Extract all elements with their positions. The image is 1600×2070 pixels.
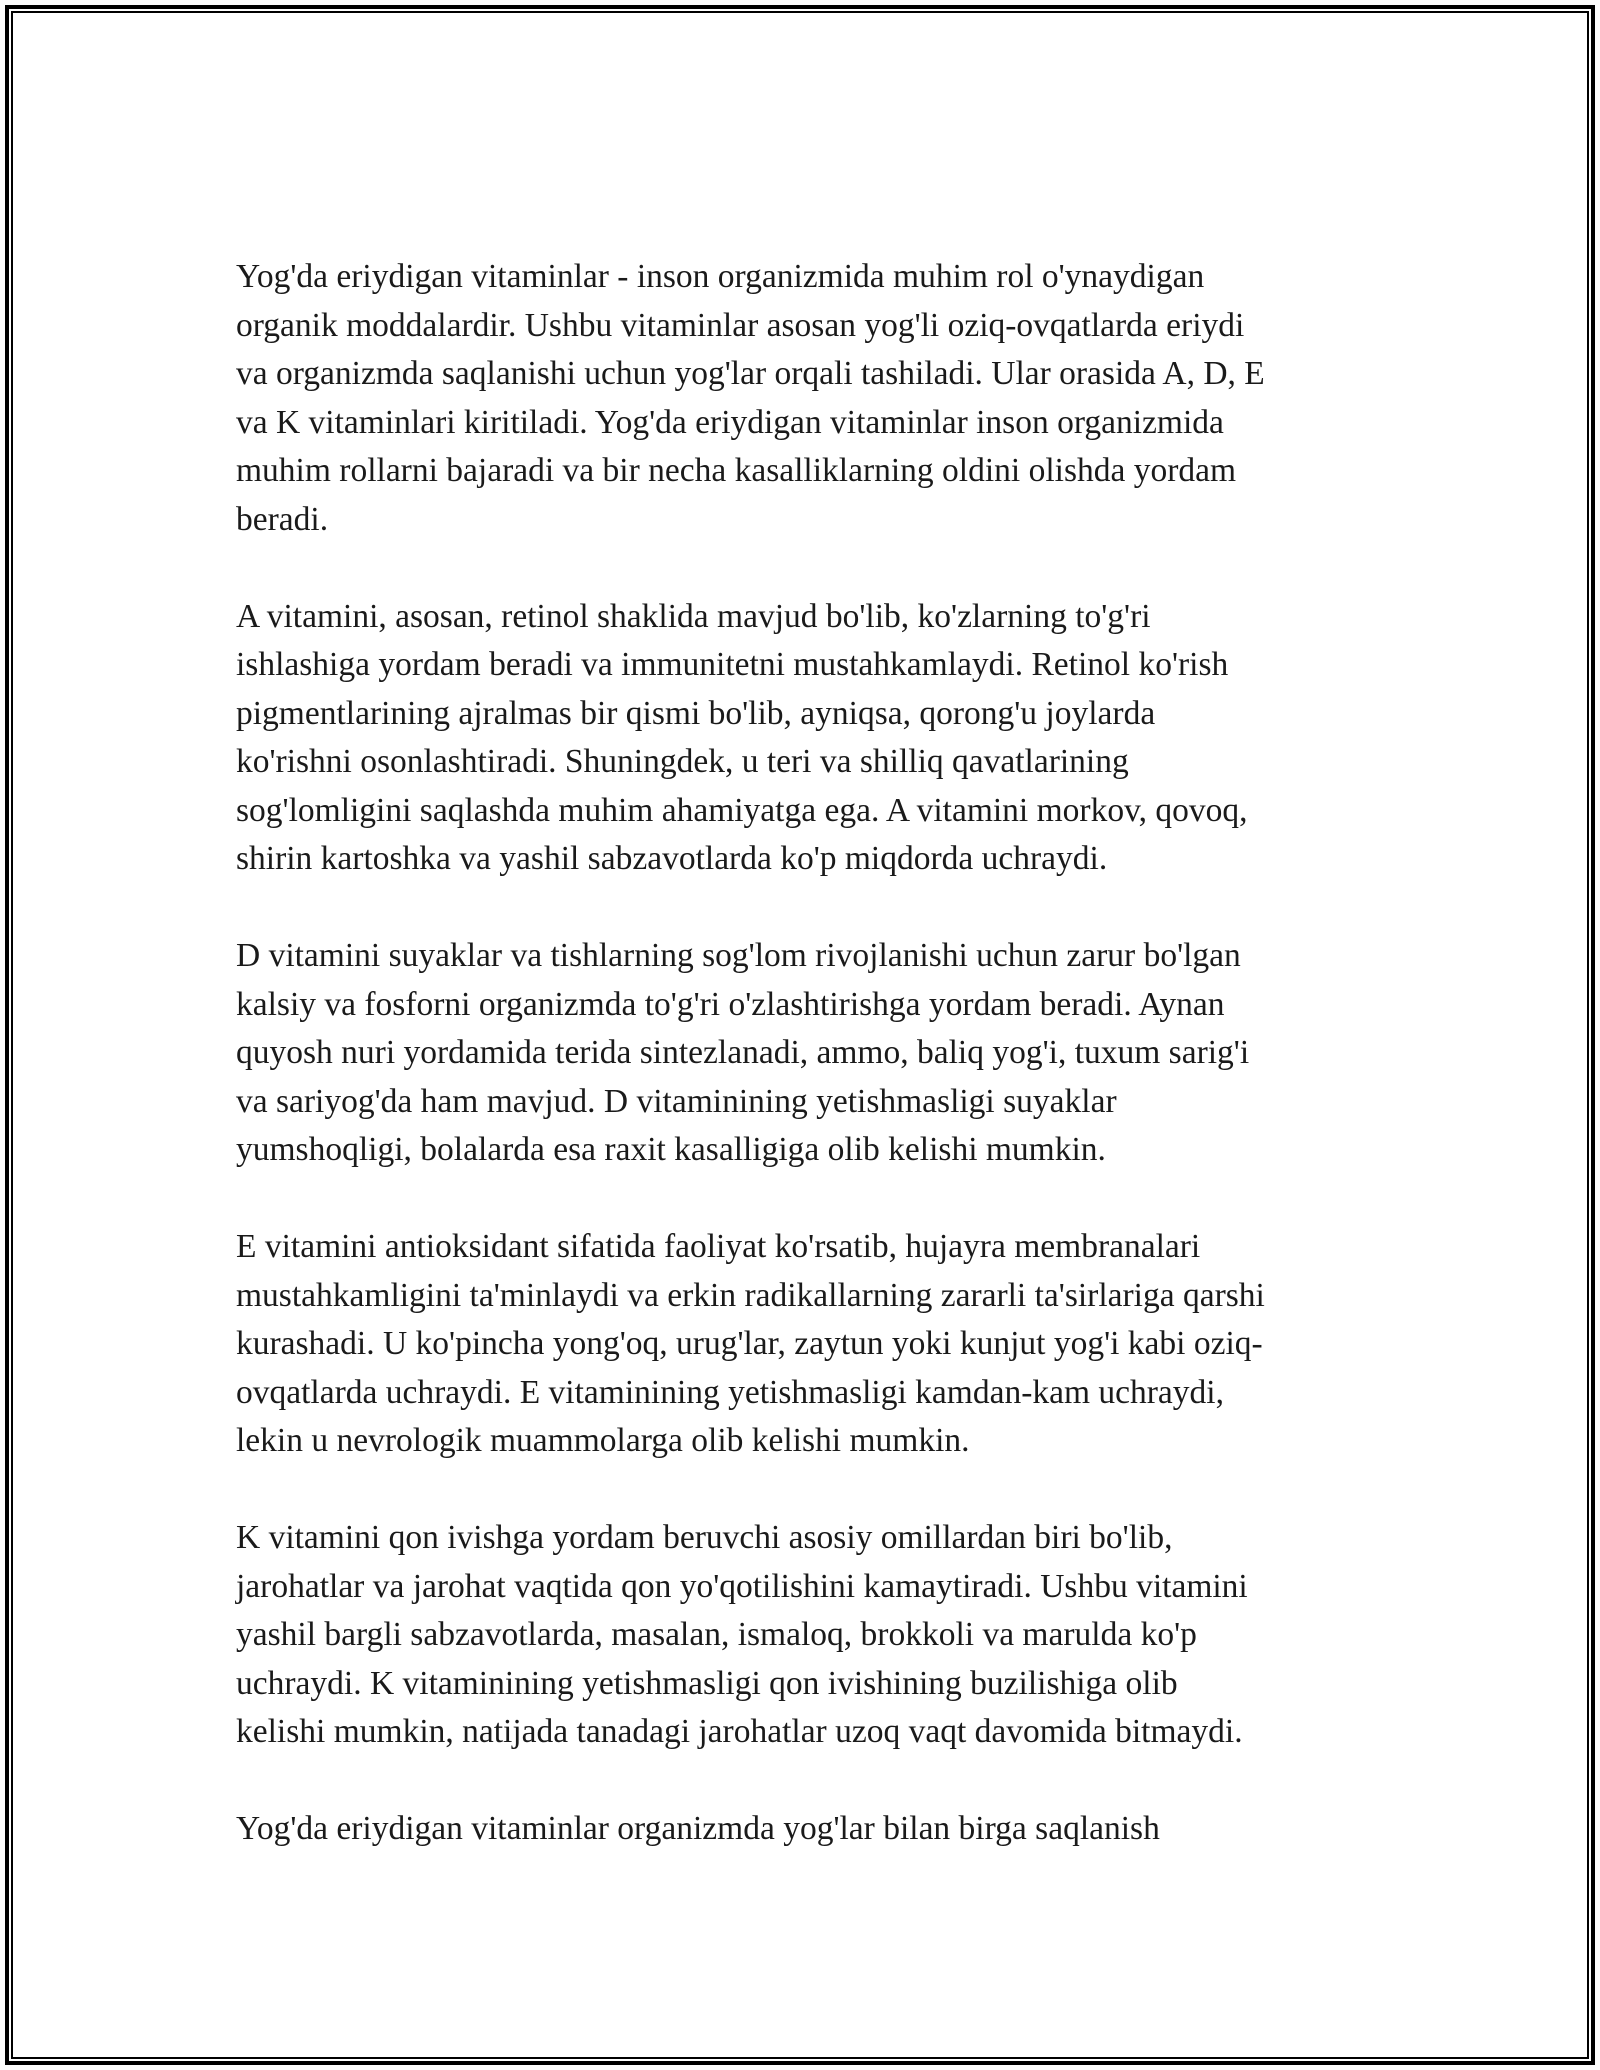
text-line: lekin u nevrologik muammolarga olib kelishi mumkin.: [236, 1422, 970, 1459]
text-line: mustahkamligini ta'minlaydi va erkin radikallarning zararli ta'sirlariga qarshi: [236, 1276, 1265, 1314]
paragraph-intro: [236, 253, 1376, 544]
text-line: yashil bargli sabzavotlarda, masalan, ismaloq, brokkoli va marulda ko'p: [236, 1616, 1197, 1653]
text-line: pigmentlarining ajralmas bir qismi bo'lib, ayniqsa, qorong'u joylarda: [236, 694, 1156, 732]
text-line: E vitamini antioksidant sifatida faoliyat ko'rsatib, hujayra membranalari: [236, 1228, 1201, 1265]
text-line: Yog'da eriydigan vitaminlar organizmda yog'lar bilan birga saqlanish: [236, 1810, 1160, 1847]
paragraph-vitamin-a: [236, 593, 1376, 884]
paragraph-vitamin-d: [236, 932, 1376, 1175]
text-line: uchraydi. K vitaminining yetishmasligi qon ivishining buzilishiga olib: [236, 1664, 1178, 1702]
text-line: ko'rishni osonlashtiradi. Shuningdek, u teri va shilliq qavatlarining: [236, 743, 1129, 780]
text-line: va K vitaminlari kiritiladi. Yog'da eriydigan vitaminlar inson organizmida: [236, 403, 1224, 441]
text-line: va sariyog'da ham mavjud. D vitaminining yetishmasligi suyaklar: [236, 1082, 1117, 1120]
text-line: A vitamini, asosan, retinol shaklida mavjud bo'lib, ko'zlarning to'g'ri: [236, 597, 1151, 635]
text-line: kelishi mumkin, natijada tanadagi jarohatlar uzoq vaqt davomida bitmaydi.: [236, 1713, 1243, 1750]
text-line: D vitamini suyaklar va tishlarning sog'lom rivojlanishi uchun zarur bo'lgan: [236, 937, 1241, 974]
paragraph-storage: [236, 1805, 1376, 1854]
paragraph-vitamin-e: [236, 1223, 1376, 1466]
text-line: shirin kartoshka va yashil sabzavotlarda ko'p miqdorda uchraydi.: [236, 840, 1108, 877]
document-body: [236, 253, 1376, 1902]
paragraph-vitamin-k: [236, 1514, 1376, 1757]
text-line: ovqatlarda uchraydi. E vitaminining yetishmasligi kamdan-kam uchraydi,: [236, 1373, 1224, 1411]
text-line: yumshoqligi, bolalarda esa raxit kasalligiga olib kelishi mumkin.: [236, 1131, 1106, 1168]
text-line: kalsiy va fosforni organizmda to'g'ri o'zlashtirishga yordam beradi. Aynan: [236, 985, 1225, 1023]
text-line: sog'lomligini saqlashda muhim ahamiyatga ega. A vitamini morkov, qovoq,: [236, 791, 1248, 829]
text-line: quyosh nuri yordamida terida sintezlanadi, ammo, baliq yog'i, tuxum sarig'i: [236, 1034, 1250, 1071]
text-line: organik moddalardir. Ushbu vitaminlar asosan yog'li oziq-ovqatlarda eriydi: [236, 306, 1245, 344]
text-line: muhim rollarni bajaradi va bir necha kasalliklarning oldini olishda yordam: [236, 452, 1237, 489]
text-line: jarohatlar va jarohat vaqtida qon yo'qotilishini kamaytiradi. Ushbu vitamini: [236, 1567, 1248, 1605]
text-line: beradi.: [236, 500, 329, 538]
text-line: va organizmda saqlanishi uchun yog'lar orqali tashiladi. Ular orasida A, D, E: [236, 355, 1265, 392]
text-line: K vitamini qon ivishga yordam beruvchi asosiy omillardan biri bo'lib,: [236, 1519, 1173, 1556]
text-line: Yog'da eriydigan vitaminlar - inson organizmida muhim rol o'ynaydigan: [236, 258, 1205, 295]
text-line: ishlashiga yordam beradi va immunitetni mustahkamlaydi. Retinol ko'rish: [236, 646, 1229, 683]
text-line: kurashadi. U ko'pincha yong'oq, urug'lar, zaytun yoki kunjut yog'i kabi oziq-: [236, 1325, 1263, 1362]
